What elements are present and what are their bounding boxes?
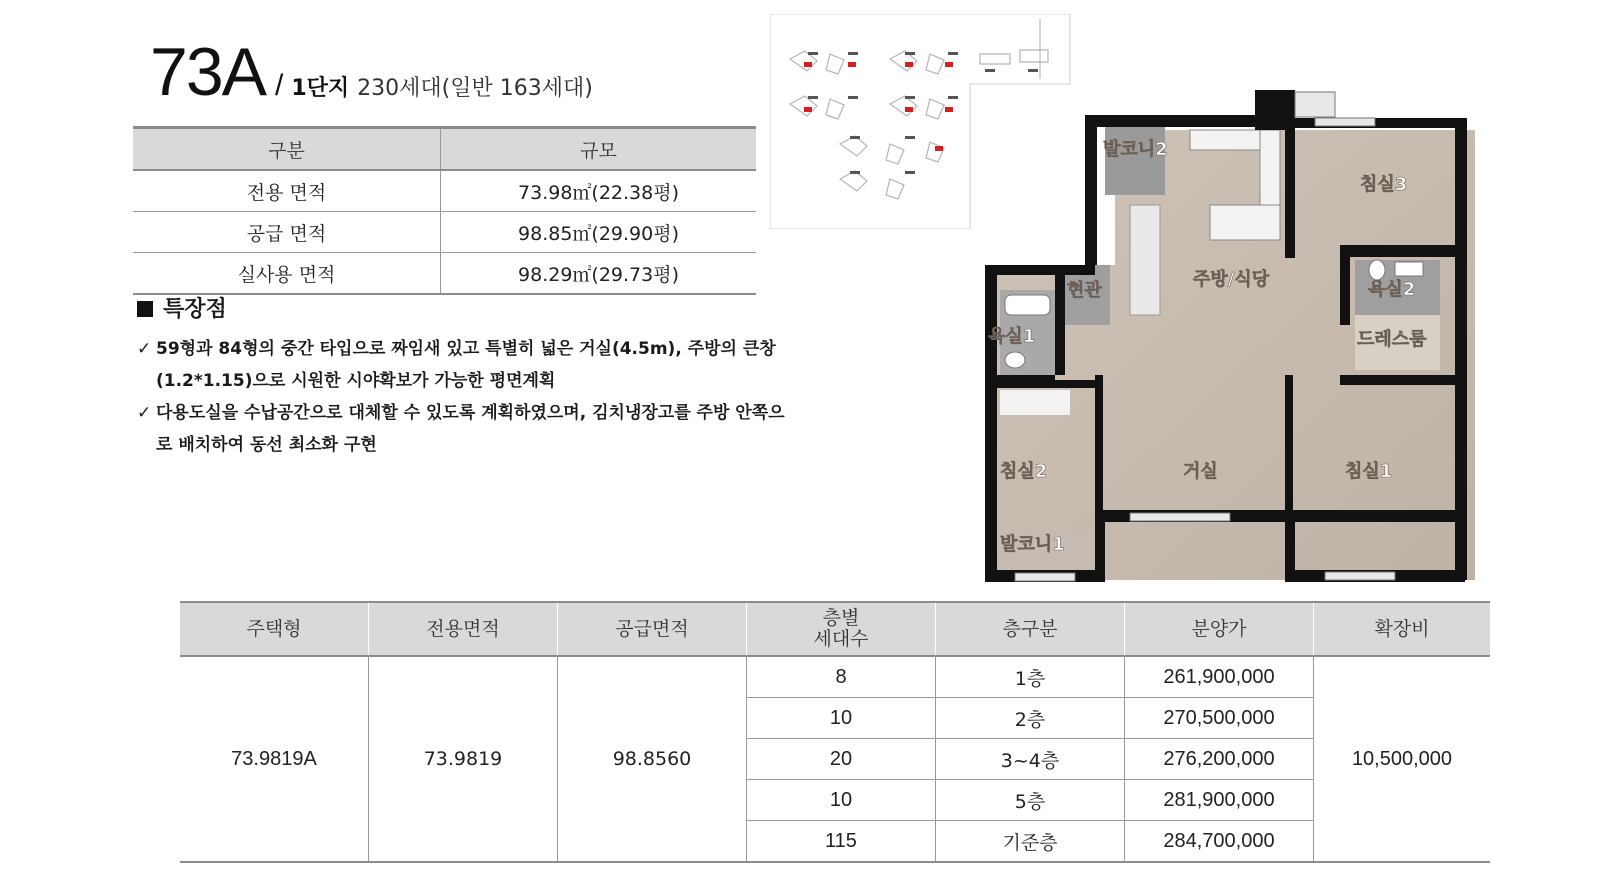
cell-units: 20	[747, 739, 936, 780]
cell-floor: 1층	[936, 656, 1125, 698]
features-heading	[137, 292, 787, 323]
feature-text: 다용도실을 수납공간으로 대체할 수 있도록 계획하였으며, 김치냉장고를 주방 안쪽으로 배치하여 동선 최소화 구현	[156, 403, 785, 455]
households-label: 230세대(일반 163세대)	[357, 76, 593, 101]
cell-units: 10	[747, 698, 936, 739]
feature-item	[137, 333, 787, 397]
area-label-actual: 실사용 면적	[133, 253, 441, 295]
features-section	[137, 292, 787, 461]
header-type: 주택형	[180, 602, 369, 656]
page-title	[150, 36, 593, 108]
title-slash: /	[275, 69, 284, 102]
room-label-balcony2: 발코니2	[1103, 139, 1168, 160]
room-label-living: 거실	[1183, 461, 1218, 482]
header-price: 분양가	[1125, 602, 1314, 656]
area-table	[133, 126, 756, 295]
room-label-bedroom1: 침실1	[1345, 461, 1393, 482]
area-value-supply: 98.85㎡(29.90평)	[441, 212, 757, 253]
floor-plan-image	[985, 90, 1495, 590]
unit-type-code: 73A	[150, 34, 265, 110]
table-row	[133, 212, 756, 253]
cell-units: 8	[747, 656, 936, 698]
area-table-header	[133, 128, 756, 171]
cell-price: 276,200,000	[1125, 739, 1314, 780]
room-label-bath2: 욕실2	[1368, 279, 1416, 300]
price-table	[180, 601, 1490, 863]
cell-supply-area: 98.8560	[558, 656, 747, 862]
cell-price: 261,900,000	[1125, 656, 1314, 698]
room-label-bedroom2: 침실2	[1000, 461, 1048, 482]
room-label-bath1: 욕실1	[988, 326, 1036, 347]
cell-exclusive-area: 73.9819	[369, 656, 558, 862]
table-row	[133, 253, 756, 295]
cell-floor: 2층	[936, 698, 1125, 739]
header-units-line1: 층별	[822, 607, 860, 629]
cell-units: 115	[747, 821, 936, 863]
table-row	[133, 170, 756, 212]
square-bullet-icon	[137, 301, 153, 317]
complex-label: 1단지	[291, 76, 350, 101]
cell-price: 281,900,000	[1125, 780, 1314, 821]
room-label-kitchen: 주방/식당	[1193, 269, 1270, 290]
area-header-size: 규모	[441, 128, 757, 171]
cell-extension-cost: 10,500,000	[1314, 656, 1491, 862]
cell-floor: 기준층	[936, 821, 1125, 863]
cell-floor: 3~4층	[936, 739, 1125, 780]
cell-units: 10	[747, 780, 936, 821]
price-table-header	[180, 602, 1490, 656]
room-label-dressroom: 드레스룸	[1357, 329, 1427, 350]
cell-type: 73.9819A	[180, 656, 369, 862]
room-label-bedroom3: 침실3	[1360, 174, 1408, 195]
table-row	[180, 656, 1490, 698]
check-icon: ✓	[137, 339, 152, 359]
header-extension-cost: 확장비	[1314, 602, 1491, 656]
features-title-text: 특장점	[163, 297, 227, 322]
header-units-line2: 세대수	[813, 628, 869, 650]
area-label-exclusive: 전용 면적	[133, 170, 441, 212]
room-label-entrance: 현관	[1067, 280, 1102, 301]
area-header-category: 구분	[133, 128, 441, 171]
cell-price: 270,500,000	[1125, 698, 1314, 739]
area-value-exclusive: 73.98㎡(22.38평)	[441, 170, 757, 212]
header-units-by-floor	[747, 602, 936, 656]
cell-price: 284,700,000	[1125, 821, 1314, 863]
area-label-supply: 공급 면적	[133, 212, 441, 253]
room-label-balcony1: 발코니1	[1000, 534, 1065, 555]
header-exclusive-area: 전용면적	[369, 602, 558, 656]
header-supply-area: 공급면적	[558, 602, 747, 656]
feature-text: 59형과 84형의 중간 타입으로 짜임새 있고 특별히 넓은 거실(4.5m), 주방의 큰창(1.2*1.15)으로 시원한 시야확보가 가능한 평면계획	[156, 339, 776, 391]
area-value-actual: 98.29㎡(29.73평)	[441, 253, 757, 295]
cell-floor: 5층	[936, 780, 1125, 821]
header-floor: 층구분	[936, 602, 1125, 656]
check-icon: ✓	[137, 403, 152, 423]
feature-item	[137, 397, 787, 461]
